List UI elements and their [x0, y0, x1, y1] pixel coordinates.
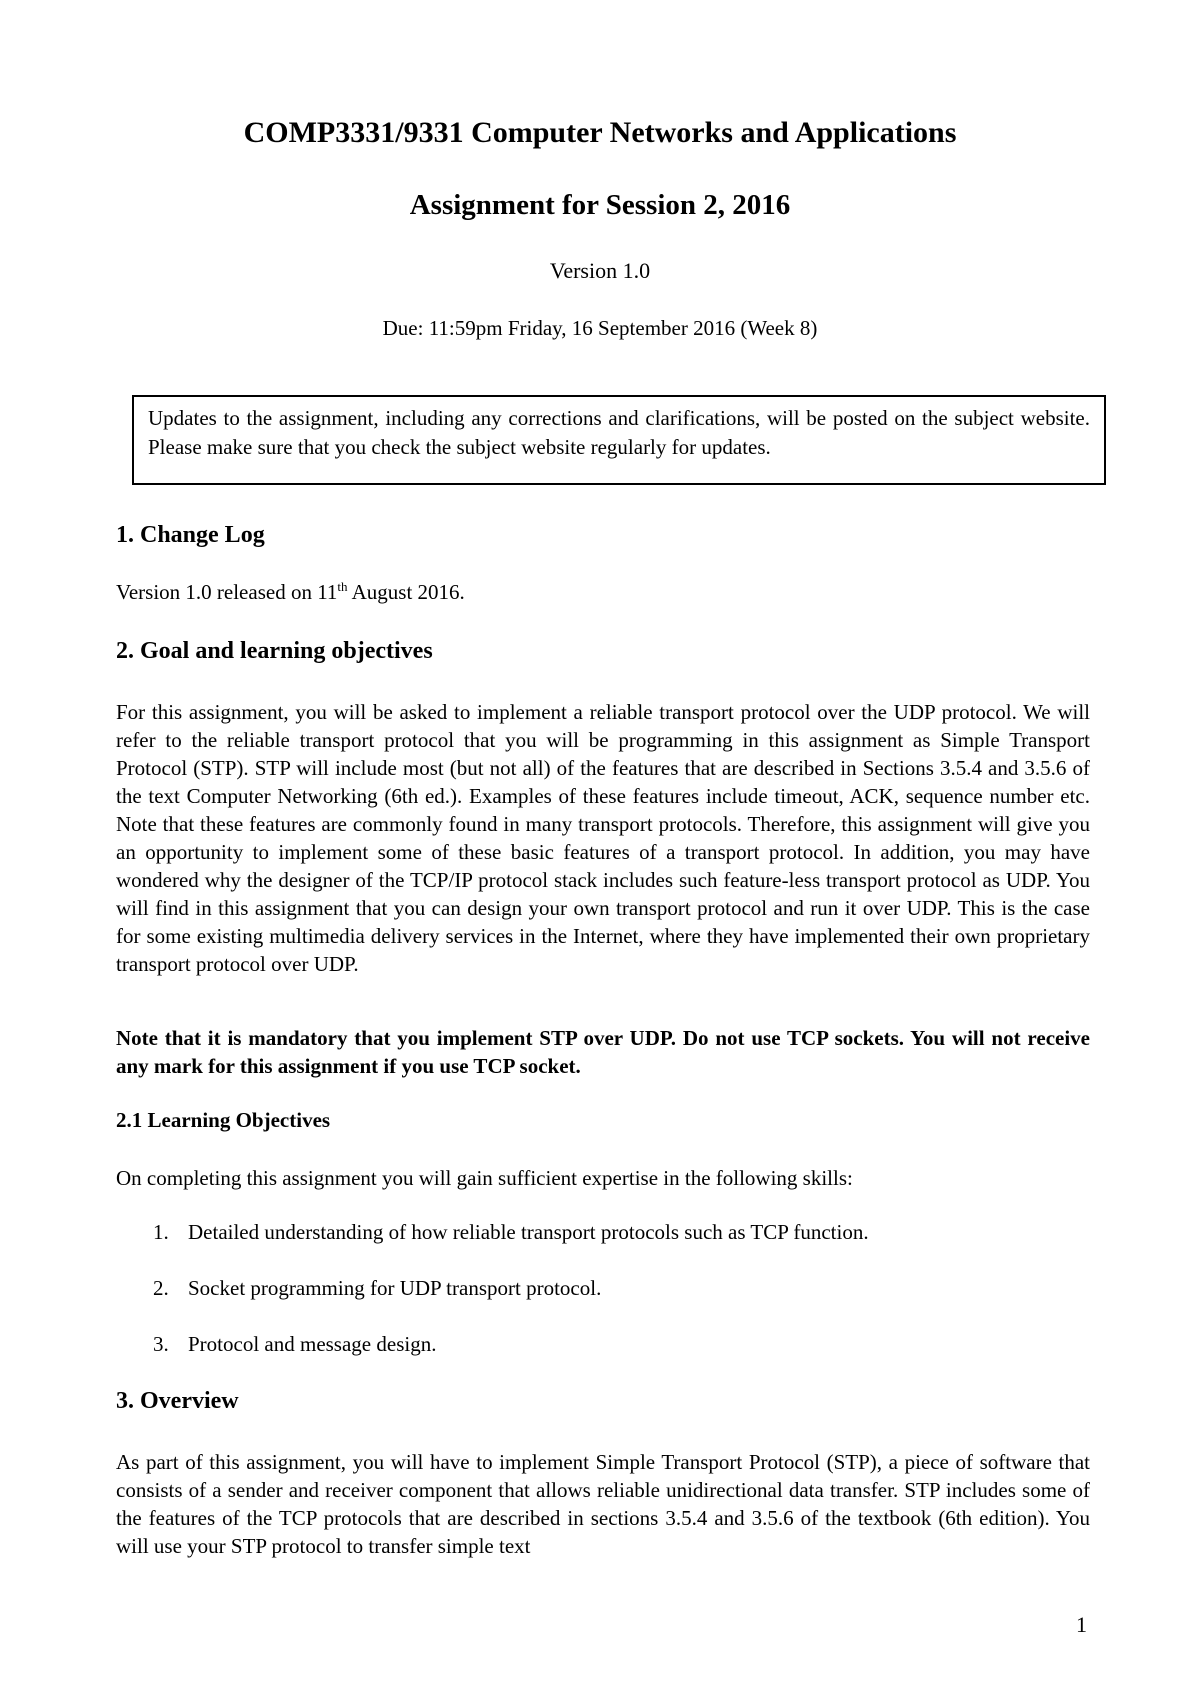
objectives-intro: On completing this assignment you will gain sufficient expertise in the following skills: — [116, 1166, 853, 1190]
updates-notice-box: Updates to the assignment, including any corrections and clarifications, will be posted on the subject website. Please make sure that you check the subject website regularly for updates. — [132, 395, 1106, 485]
section-overview — [116, 1388, 1090, 1415]
overview-paragraph: As part of this assignment, you will have to implement Simple Transport Protocol (STP), a piece of software that consists of a sender and receiver component that allows reliable unidirectional data transfer. STP includes some of the features of the TCP protocols that are described in sections 3.5.4 and 3.5.6 of the textbook (6th edition). You will use your STP protocol to transfer simple text — [116, 1450, 1090, 1558]
subsection-heading: 2.1 Learning Objectives — [116, 1108, 331, 1132]
section-heading: 3. Overview — [116, 1388, 239, 1414]
section-heading: 2. Goal and learning objectives — [116, 638, 433, 664]
version-label: Version 1.0 — [549, 258, 651, 283]
page-number: 1 — [1076, 1612, 1087, 1637]
list-text: Protocol and message design. — [188, 1332, 437, 1356]
change-log-text — [116, 578, 1090, 606]
goal-paragraph-block — [116, 698, 1090, 978]
section-goal — [116, 638, 1090, 665]
section-learning-objectives — [116, 1108, 1090, 1133]
overview-paragraph-block — [116, 1448, 1090, 1560]
objectives-intro-block — [116, 1164, 1090, 1192]
section-change-log — [116, 522, 1090, 549]
document-title: COMP3331/9331 Computer Networks and Applications — [243, 116, 957, 149]
list-text: Socket programming for UDP transport protocol. — [188, 1276, 602, 1300]
document-subtitle: Assignment for Session 2, 2016 — [409, 189, 791, 221]
mandatory-note: Note that it is mandatory that you implement STP over UDP. Do not use TCP sockets. You will not receive any mark for this assignment if you use TCP socket. — [116, 1026, 1090, 1078]
list-item — [153, 1332, 436, 1357]
list-number: 1. — [153, 1220, 169, 1244]
due-date: Due: 11:59pm Friday, 16 September 2016 (Week 8) — [382, 316, 818, 340]
list-item — [153, 1276, 601, 1301]
change-log-text-end: August 2016. — [347, 580, 465, 604]
ordinal-suffix: th — [337, 579, 348, 594]
section-heading: 1. Change Log — [116, 522, 265, 548]
list-item — [153, 1220, 869, 1245]
list-text: Detailed understanding of how reliable transport protocols such as TCP function. — [188, 1220, 869, 1244]
goal-paragraph: For this assignment, you will be asked to implement a reliable transport protocol over the UDP protocol. We will refer to the reliable transport protocol that you will be programming in this assignment as Simple Transport Protocol (STP). STP will include most (but not all) of the features that are described in Sections 3.5.4 and 3.5.6 of the text Computer Networking (6th ed.). Examples of these features include timeout, ACK, sequence number etc. Note that these features are commonly found in many transport protocols. Therefore, this assignment will give you an opportunity to implement some of these basic features of a transport protocol. In addition, you may have wondered why the designer of the TCP/IP protocol stack includes such feature-less transport protocol as UDP. You will find in this assignment that you can design your own transport protocol and run it over UDP. This is the case for some existing multimedia delivery services in the Internet, where they have implemented their own proprietary transport protocol over UDP. — [116, 700, 1090, 976]
list-number: 2. — [153, 1276, 169, 1300]
change-log-text-start: Version 1.0 released on 11 — [116, 580, 338, 604]
list-number: 3. — [153, 1332, 169, 1356]
mandatory-note-block — [116, 1024, 1090, 1080]
